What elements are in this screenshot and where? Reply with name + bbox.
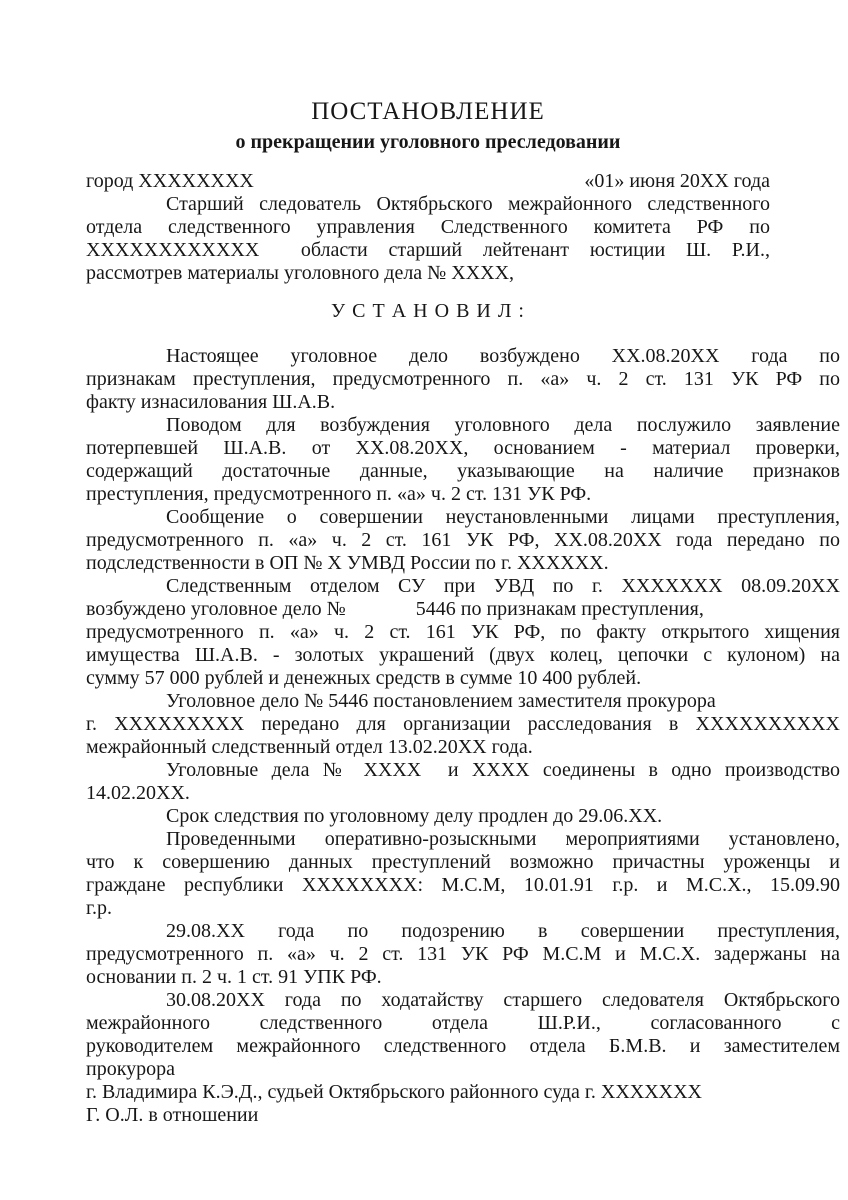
text-line: признакам преступления, предусмотренного п. «а» ч. 2 ст. 131 УК РФ по — [86, 368, 840, 390]
text-line: граждане республики ХХХХХХХХ: М.С.М, 10.01.91 г.р. и М.С.Х., 15.09.90 — [86, 874, 840, 896]
text-line: возбуждено уголовное дело № 5446 по признакам преступления, — [86, 598, 704, 620]
paragraph — [86, 506, 840, 575]
text-line: рассмотрев материалы уголовного дела № ХХХХ, — [86, 262, 515, 284]
text-line: основании п. 2 ч. 1 ст. 91 УПК РФ. — [86, 966, 382, 988]
place-label: город ХХХХХХХХ — [86, 170, 254, 192]
paragraph — [86, 759, 840, 805]
text-line: имущества Ш.А.В. - золотых украшений (двух колец, цепочки с кулоном) на — [86, 644, 840, 666]
text-line: Уголовное дело № 5446 постановлением заместителя прокурора — [166, 690, 716, 712]
text-line: г.р. — [86, 897, 112, 919]
text-line: Срок следствия по уголовному делу продлен до 29.06.ХХ. — [166, 805, 663, 827]
text-line: сумму 57 000 рублей и денежных средств в сумме 10 400 рублей. — [86, 667, 642, 689]
text-line: отдела следственного управления Следственного комитета РФ по — [86, 216, 770, 238]
text-line: Старший следователь Октябрьского межрайонного следственного — [166, 193, 770, 215]
text-line: межрайонный следственный отдел 13.02.20ХХ года. — [86, 736, 533, 758]
text-line: Следственным отделом СУ при УВД по г. ХХХХХХХ 08.09.20ХХ — [166, 575, 840, 597]
text-line: Поводом для возбуждения уголовного дела послужило заявление — [166, 414, 840, 436]
text-line: прокурора — [86, 1058, 176, 1080]
text-line: подследственности в ОП № Х УМВД России по г. ХХХХХХ. — [86, 552, 609, 574]
text-line: факту изнасилования Ш.А.В. — [86, 391, 336, 413]
paragraph — [86, 414, 840, 506]
intro-paragraph — [86, 193, 770, 285]
paragraph — [86, 805, 840, 828]
text-line: ХХХХХХХХХХХХ области старший лейтенант юстиции Ш. Р.И., — [86, 239, 770, 261]
text-line: что к совершению данных преступлений возможно причастны уроженцы и — [86, 851, 840, 873]
text-line: Проведенными оперативно-розыскными мероприятиями установлено, — [166, 828, 840, 850]
text-line: межрайонного следственного отдела Ш.Р.И., согласованного с — [86, 1012, 840, 1034]
place-date-row — [86, 170, 770, 193]
date-label: «01» июня 20ХХ года — [584, 170, 770, 192]
text-line: руководителем межрайонного следственного отдела Б.М.В. и заместителем — [86, 1035, 840, 1057]
text-line: предусмотренного п. «а» ч. 2 ст. 131 УК РФ М.С.М и М.С.Х. задержаны на — [86, 943, 840, 965]
paragraph — [86, 690, 840, 759]
resolved-heading: У С Т А Н О В И Л : — [331, 300, 525, 322]
document-title: ПОСТАНОВЛЕНИЕ — [311, 98, 545, 125]
text-line: предусмотренного п. «а» ч. 2 ст. 161 УК РФ, по факту открытого хищения — [86, 621, 840, 643]
text-line: г. Владимира К.Э.Д., судьей Октябрьского районного суда г. ХХХХХХХ — [86, 1081, 702, 1103]
document-subtitle: о прекращении уголовного преследовании — [235, 131, 621, 153]
paragraph — [86, 345, 840, 414]
document-body — [86, 345, 840, 1127]
document-header-section — [86, 97, 770, 323]
text-line: Уголовные дела № ХХХХ и ХХХХ соединены в одно производство — [166, 759, 840, 781]
text-line: преступления, предусмотренного п. «а» ч. 2 ст. 131 УК РФ. — [86, 483, 592, 505]
paragraph — [86, 575, 840, 690]
text-line: Г. О.Л. в отношении — [86, 1104, 259, 1126]
paragraph — [86, 920, 840, 989]
text-line: содержащий достаточные данные, указывающие на наличие признаков — [86, 460, 840, 482]
paragraph — [86, 989, 840, 1127]
text-line: 14.02.20ХХ. — [86, 782, 190, 804]
text-line: г. ХХХХХХХХХ передано для организации расследования в ХХХХХХХХХХ — [86, 713, 840, 735]
text-line: Настоящее уголовное дело возбуждено ХХ.08.20ХХ года по — [166, 345, 840, 367]
text-line: 30.08.20ХХ года по ходатайству старшего следователя Октябрьского — [166, 989, 840, 1011]
text-line: 29.08.ХХ года по подозрению в совершении преступления, — [166, 920, 840, 942]
text-line: Сообщение о совершении неустановленными лицами преступления, — [166, 506, 840, 528]
text-line: предусмотренного п. «а» ч. 2 ст. 161 УК РФ, ХХ.08.20ХХ года передано по — [86, 529, 840, 551]
paragraph — [86, 828, 840, 920]
text-line: потерпевшей Ш.А.В. от ХХ.08.20ХХ, основанием - материал проверки, — [86, 437, 840, 459]
